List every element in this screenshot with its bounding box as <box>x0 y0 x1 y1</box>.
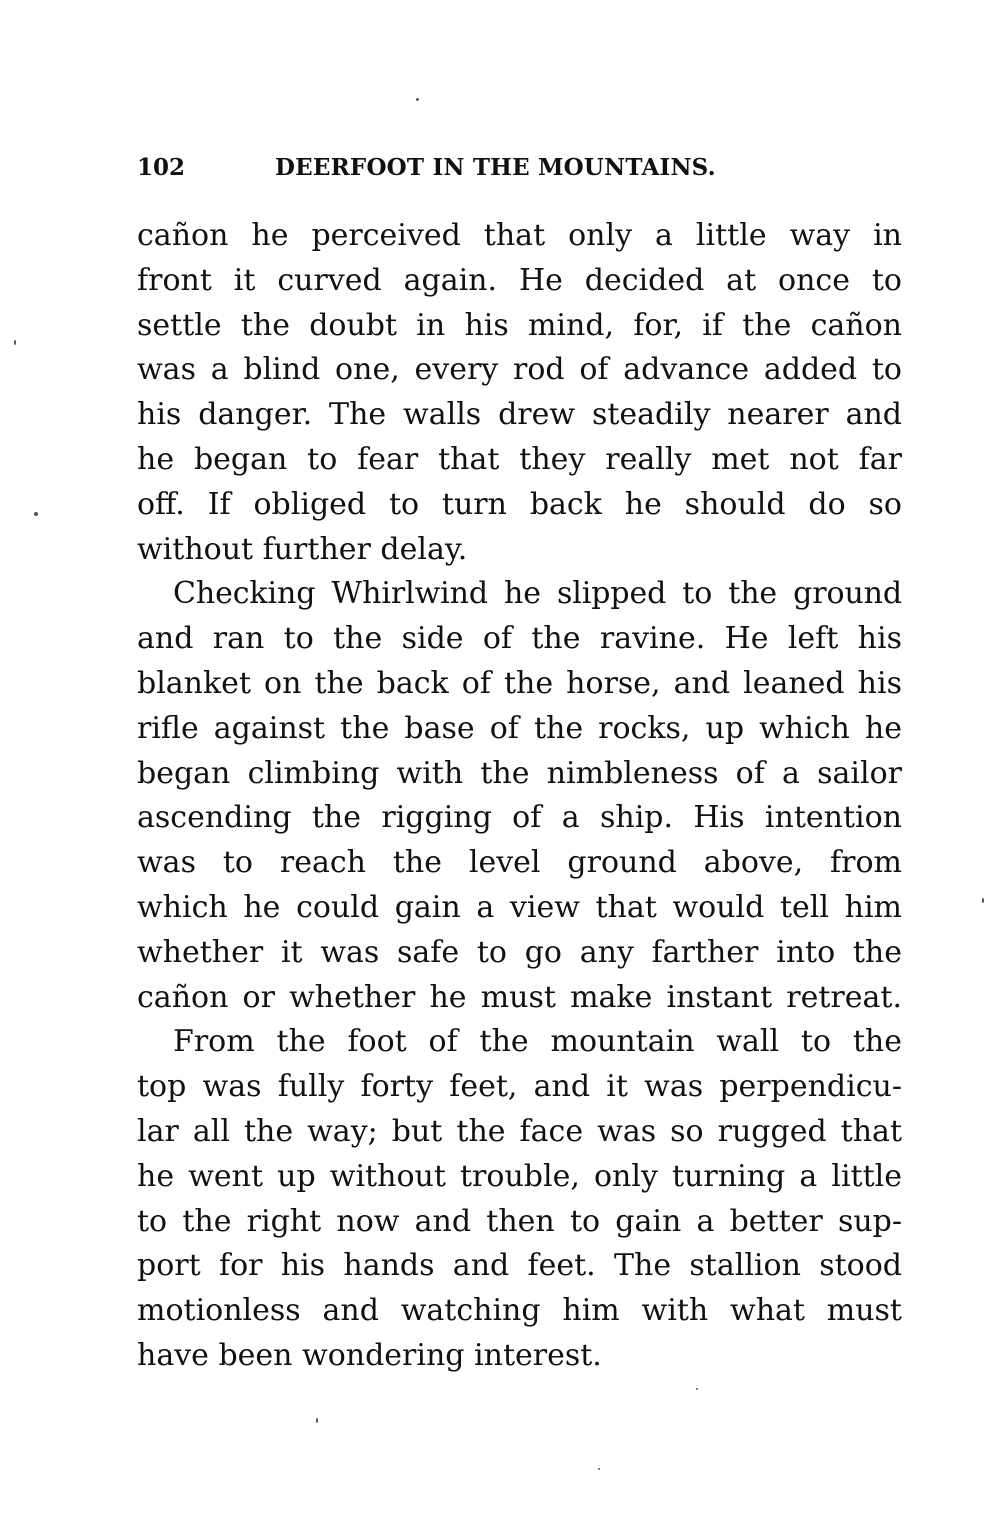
page-number: 102 <box>137 154 186 181</box>
text-line: cañon he perceived that only a little way in <box>137 218 902 253</box>
text-line: off. If obliged to turn back he should do so <box>137 486 902 522</box>
running-title: DEERFOOT IN THE MOUNTAINS. <box>275 154 716 181</box>
text-line: motionless and watching him with what must <box>137 1293 902 1329</box>
text-line: he went up without trouble, only turning a little <box>137 1158 902 1194</box>
scan-speck <box>696 1388 698 1390</box>
text-line: port for his hands and feet. The stallion stood <box>137 1248 902 1284</box>
text-line: blanket on the back of the horse, and leaned his <box>137 665 902 701</box>
scan-speck <box>316 1418 318 1423</box>
text-line: top was fully forty feet, and it was perpendicu- <box>137 1069 902 1105</box>
paragraph-3 <box>137 1020 902 1378</box>
paragraph-2 <box>137 572 902 1020</box>
text-line: was a blind one, every rod of advance added to <box>137 352 902 388</box>
running-head <box>137 148 902 188</box>
text-line: began climbing with the nimbleness of a sailor <box>137 755 902 791</box>
text-line: without further delay. <box>137 531 468 567</box>
text-line: rifle against the base of the rocks, up which he <box>137 710 902 746</box>
text-line: his danger. The walls drew steadily nearer and <box>137 397 902 433</box>
text-line: lar all the way; but the face was so rugged that <box>137 1113 902 1149</box>
scan-speck <box>598 1468 600 1470</box>
text-line: was to reach the level ground above, from <box>137 845 902 881</box>
text-line: ascending the rigging of a ship. His intention <box>137 800 902 836</box>
paragraph-1 <box>137 214 902 572</box>
text-line: front it curved again. He decided at once to <box>137 262 902 298</box>
text-line: Checking Whirlwind he slipped to the ground <box>173 576 902 612</box>
text-line: and ran to the side of the ravine. He left his <box>137 621 902 657</box>
scan-speck <box>982 898 984 903</box>
scan-speck <box>34 512 38 516</box>
text-line: From the foot of the mountain wall to the <box>173 1024 902 1060</box>
text-line: settle the doubt in his mind, for, if the cañon <box>137 307 902 343</box>
body-text <box>137 214 902 1379</box>
text-line: which he could gain a view that would tell him <box>137 889 902 925</box>
text-line: whether it was safe to go any farther into the <box>137 934 902 970</box>
text-line: have been wondering interest. <box>137 1337 602 1373</box>
scan-speck <box>416 98 419 101</box>
text-line: cañon or whether he must make instant retreat. <box>137 979 902 1015</box>
text-line: to the right now and then to gain a better sup- <box>137 1203 902 1239</box>
text-line: he began to fear that they really met not far <box>137 441 902 477</box>
scan-speck <box>14 340 16 345</box>
